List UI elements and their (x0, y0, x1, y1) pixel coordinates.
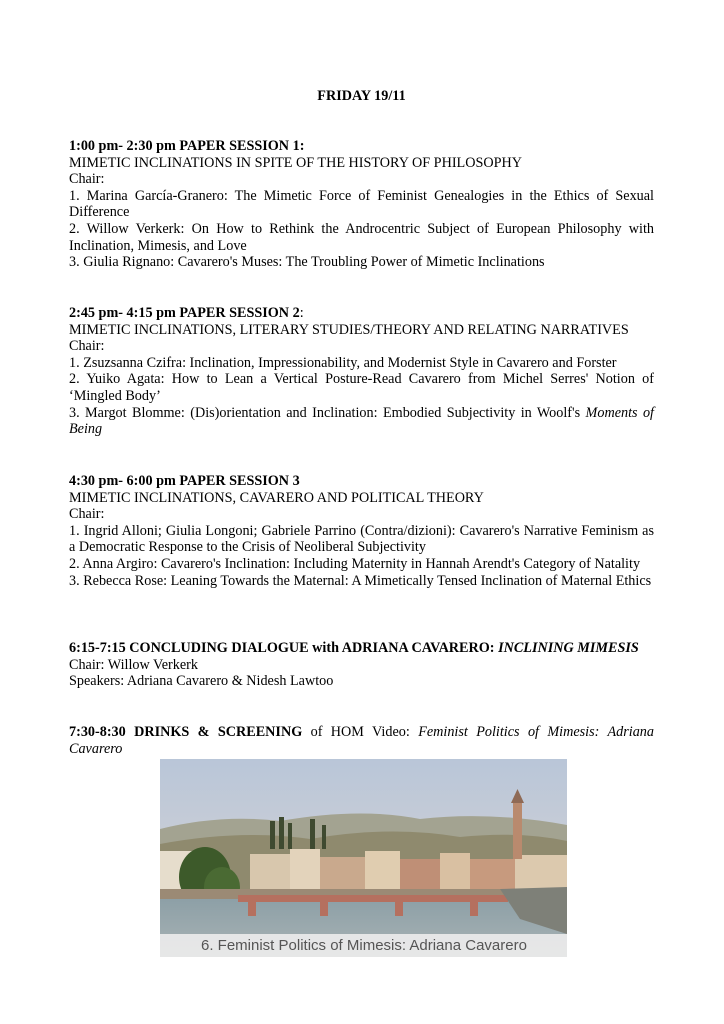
session-3-title: MIMETIC INCLINATIONS, CAVARERO AND POLITICAL THEORY (69, 489, 484, 506)
video-caption: 6. Feminist Politics of Mimesis: Adriana Cavarero (160, 934, 567, 957)
session-2-paper-3-text: 3. Margot Blomme: (Dis)orientation and Inclination: Embodied Subjectivity in Woolf's (69, 404, 586, 421)
session-1-paper: 2. Willow Verkerk: On How to Rethink the Androcentric Subject of European Philosophy with Inclination, Mimesis, and Love (69, 220, 654, 254)
session-1-paper: 3. Giulia Rignano: Cavarero's Muses: The Troubling Power of Mimetic Inclinations (69, 254, 545, 271)
verona-landscape-illustration (160, 759, 567, 957)
session-2-paper (69, 405, 654, 438)
video-still-image (160, 759, 567, 957)
session-1-chair: Chair: (69, 171, 105, 188)
screening-line (69, 724, 654, 757)
screening-text: of HOM Video: (302, 724, 419, 740)
session-2-heading: 2:45 pm- 4:15 pm PAPER SESSION 2 (69, 305, 300, 321)
dialogue-chair: Chair: Willow Verkerk (69, 656, 198, 673)
session-2-heading-line (69, 305, 654, 322)
session-2-paper: 2. Yuiko Agata: How to Lean a Vertical Posture-Read Cavarero from Michel Serres' Notion of ‘Mingled Body’ (69, 371, 654, 404)
session-2-paper-3-italic: Moments of Being (69, 404, 654, 438)
paper-session-2 (69, 305, 654, 438)
session-3-paper: 1. Ingrid Alloni; Giulia Longoni; Gabriele Parrino (Contra/dizioni): Cavarero's Narrative Feminism as a Democratic Response to the Crisis of Neoliberal Subjectivity (69, 522, 654, 556)
screening-video-title: Feminist Politics of Mimesis: Adriana Cavarero (69, 724, 654, 757)
session-3-chair: Chair: (69, 506, 105, 523)
session-1-title: MIMETIC INCLINATIONS IN SPITE OF THE HISTORY OF PHILOSOPHY (69, 154, 522, 171)
dialogue-heading-line (69, 640, 654, 657)
session-1-paper: 1. Marina García-Granero: The Mimetic Force of Feminist Genealogies in the Ethics of Sexual Difference (69, 187, 654, 221)
session-2-chair: Chair: (69, 338, 105, 355)
dialogue-heading-italic: INCLINING MIMESIS (498, 640, 639, 656)
concluding-dialogue (69, 640, 654, 690)
session-3-paper: 3. Rebecca Rose: Leaning Towards the Maternal: A Mimetically Tensed Inclination of Maternal Ethics (69, 572, 652, 589)
page-title: FRIDAY 19/11 (317, 88, 406, 104)
session-2-heading-suffix: : (299, 305, 304, 321)
session-2-title: MIMETIC INCLINATIONS, LITERARY STUDIES/THEORY AND RELATING NARRATIVES (69, 321, 629, 338)
session-3-paper: 2. Anna Argiro: Cavarero's Inclination: Including Maternity in Hannah Arendt's Category of Natality (69, 555, 641, 572)
session-2-paper: 1. Zsuzsanna Czifra: Inclination, Impressionability, and Modernist Style in Cavarero and Forster (69, 354, 617, 371)
paper-session-1 (69, 138, 654, 271)
session-3-heading: 4:30 pm- 6:00 pm PAPER SESSION 3 (69, 473, 300, 489)
paper-session-3 (69, 473, 654, 589)
drinks-screening (69, 724, 654, 757)
dialogue-speakers: Speakers: Adriana Cavarero & Nidesh Lawtoo (69, 673, 334, 690)
screening-heading: 7:30-8:30 DRINKS & SCREENING (69, 724, 303, 740)
session-1-heading: 1:00 pm- 2:30 pm PAPER SESSION 1: (69, 138, 305, 154)
dialogue-heading: 6:15-7:15 CONCLUDING DIALOGUE with ADRIANA CAVARERO: (69, 640, 499, 656)
